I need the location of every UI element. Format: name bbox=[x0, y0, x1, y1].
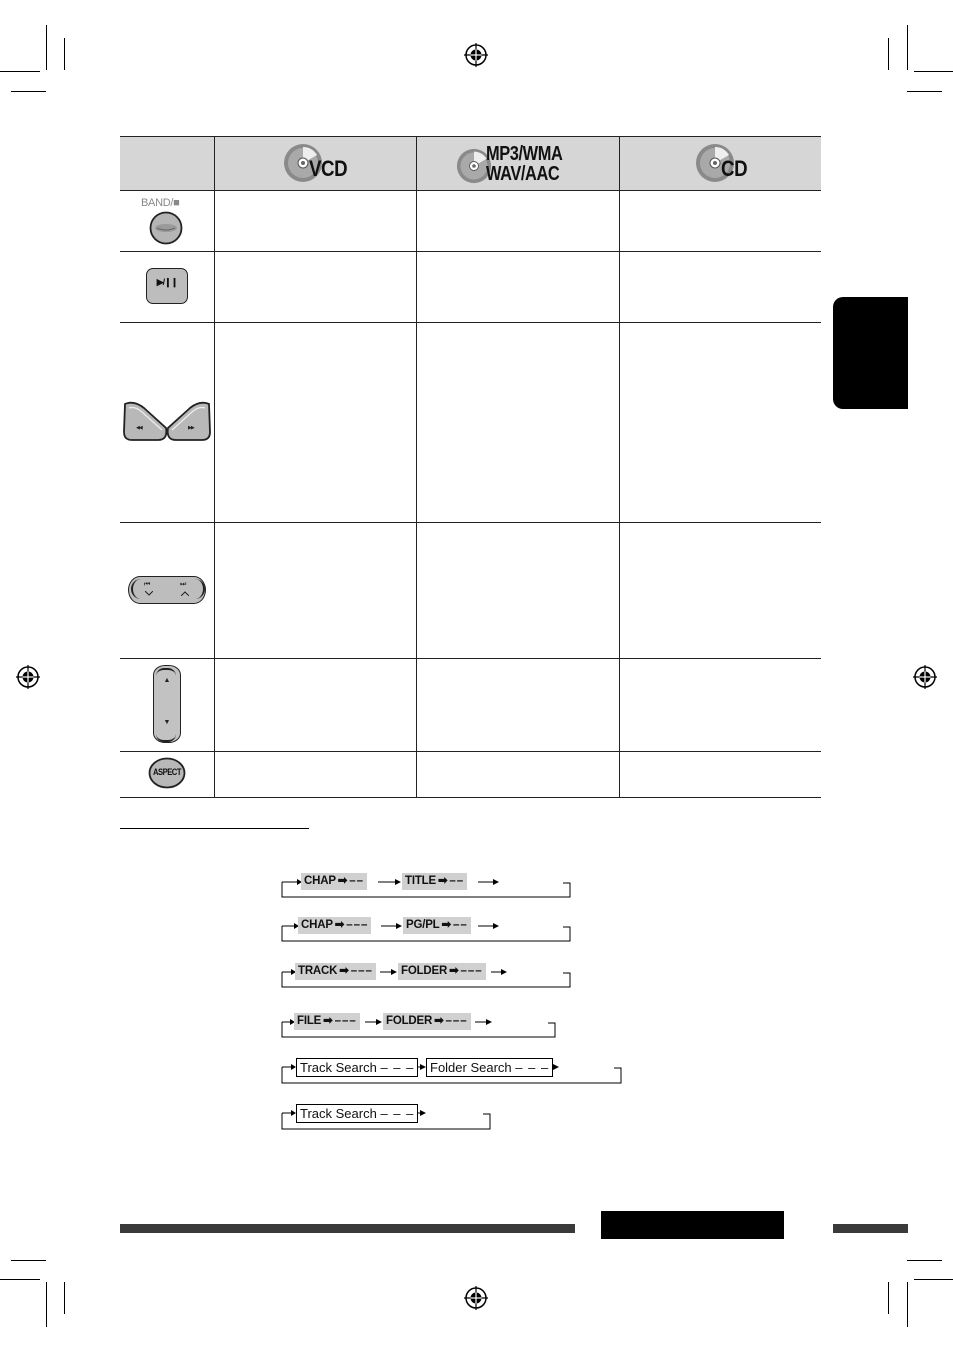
box-label: Folder Search bbox=[430, 1060, 512, 1075]
registration-mark-icon bbox=[464, 1286, 488, 1310]
section-tab bbox=[833, 297, 908, 409]
box-dash: – – – bbox=[380, 1106, 415, 1121]
vcd-label: VCD bbox=[309, 156, 348, 181]
chip-label: TITLE bbox=[405, 875, 436, 887]
mp3-wma-label: MP3/WMA bbox=[486, 143, 563, 165]
search-flow-file-folder bbox=[281, 1013, 559, 1053]
chip-dash: –– bbox=[349, 875, 365, 887]
track-search-box bbox=[296, 1104, 418, 1123]
seek-forward-button-icon[interactable] bbox=[166, 398, 212, 442]
play-pause-label: ▶/❙❙ bbox=[156, 277, 178, 287]
search-flow-track-folder-search bbox=[281, 1058, 625, 1098]
chip-label: CHAP bbox=[301, 919, 333, 931]
box-dash: – – – bbox=[515, 1060, 550, 1075]
operation-table bbox=[120, 136, 821, 798]
chip-label: FOLDER bbox=[401, 965, 448, 977]
chip-label: TRACK bbox=[298, 965, 338, 977]
chip-dash: –– bbox=[449, 875, 465, 887]
down-arrow-icon: ▼ bbox=[163, 719, 171, 726]
chip-label: PG/PL bbox=[406, 919, 440, 931]
chip-dash: ––– bbox=[460, 965, 483, 977]
vcd-disc-logo bbox=[283, 142, 363, 186]
box-label: Track Search bbox=[300, 1060, 377, 1075]
chip-dash: ––– bbox=[346, 919, 369, 931]
track-chip bbox=[295, 963, 376, 980]
fat-arrow-icon: ➡ bbox=[437, 875, 448, 887]
box-label: Track Search bbox=[300, 1106, 377, 1121]
title-chip bbox=[402, 873, 467, 890]
registration-mark-icon bbox=[16, 665, 40, 689]
file-chip bbox=[294, 1013, 360, 1030]
fat-arrow-icon: ➡ bbox=[434, 1015, 444, 1027]
fat-arrow-icon: ➡ bbox=[323, 1015, 333, 1027]
fat-arrow-icon: ➡ bbox=[339, 965, 349, 977]
page-number-block bbox=[601, 1211, 784, 1239]
box-dash: – – – bbox=[380, 1060, 415, 1075]
search-flow-vcd-pgpl bbox=[281, 917, 573, 957]
play-pause-button[interactable] bbox=[146, 268, 188, 304]
skip-prev-icon: ⏮ bbox=[144, 581, 151, 588]
search-flow-track-search bbox=[281, 1104, 495, 1144]
up-down-rocker[interactable] bbox=[153, 665, 183, 745]
fat-arrow-icon: ➡ bbox=[449, 965, 459, 977]
chip-label: CHAP bbox=[304, 875, 336, 887]
folder-search-box bbox=[426, 1058, 553, 1077]
registration-mark-icon bbox=[913, 665, 937, 689]
chip-dash: ––– bbox=[350, 965, 373, 977]
chip-dash: ––– bbox=[445, 1015, 468, 1027]
footnote-rule bbox=[120, 828, 309, 829]
aspect-label: ASPECT bbox=[153, 767, 181, 777]
band-stop-label: BAND/■ bbox=[141, 197, 180, 209]
search-flow-vcd-title bbox=[281, 873, 573, 913]
folder-chip bbox=[383, 1013, 471, 1030]
track-search-box bbox=[296, 1058, 418, 1077]
mp3-disc-logo bbox=[456, 142, 586, 188]
cd-disc-logo bbox=[695, 142, 755, 186]
band-stop-button[interactable] bbox=[138, 196, 198, 246]
wav-aac-label: WAV/AAC bbox=[486, 163, 560, 185]
chip-label: FOLDER bbox=[386, 1015, 433, 1027]
fat-arrow-icon: ➡ bbox=[334, 919, 345, 931]
skip-next-icon: ⏭ bbox=[180, 581, 187, 588]
folder-chip bbox=[398, 963, 486, 980]
chip-label: FILE bbox=[297, 1015, 322, 1027]
chap-chip bbox=[298, 917, 371, 934]
seek-back-label: ◀◀ bbox=[136, 425, 142, 431]
fat-arrow-icon: ➡ bbox=[441, 919, 451, 931]
cd-label: CD bbox=[721, 156, 748, 181]
chap-chip bbox=[301, 873, 367, 890]
round-button-icon bbox=[149, 211, 183, 245]
registration-mark-icon bbox=[464, 43, 488, 67]
seek-forward-label: ▶▶ bbox=[188, 425, 194, 431]
chip-dash: ––– bbox=[334, 1015, 357, 1027]
chip-dash: –– bbox=[452, 919, 468, 931]
chevron-down-icon bbox=[145, 591, 153, 596]
fat-arrow-icon: ➡ bbox=[337, 875, 348, 887]
footer-bar-left bbox=[120, 1224, 575, 1233]
search-flow-track-folder bbox=[281, 963, 573, 1003]
chevron-up-icon bbox=[181, 591, 189, 596]
footer-bar-right bbox=[833, 1224, 908, 1233]
up-arrow-icon: ▲ bbox=[163, 677, 171, 684]
seek-rocker bbox=[122, 398, 212, 444]
pgpl-chip bbox=[403, 917, 471, 934]
seek-back-button-icon[interactable] bbox=[122, 398, 168, 442]
skip-rocker[interactable] bbox=[128, 576, 208, 604]
aspect-button[interactable] bbox=[148, 757, 188, 791]
